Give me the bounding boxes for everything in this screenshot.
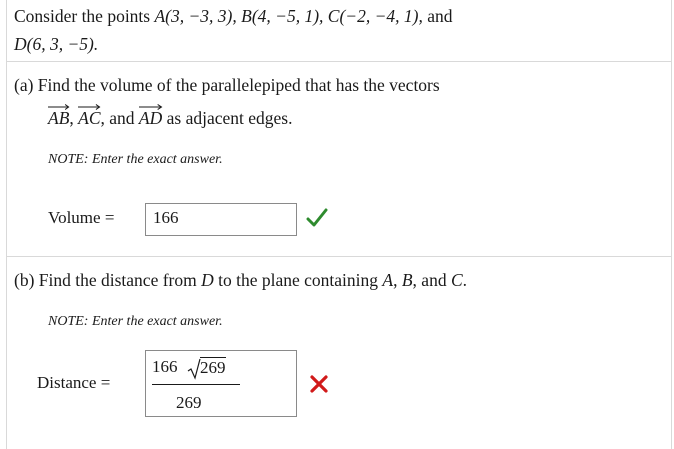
problem-statement-line-1 (14, 6, 453, 27)
vector-ab: AB (48, 108, 69, 129)
part-b-question: (b) Find the distance from D to the plane containing A, B, and C. (14, 270, 468, 290)
distance-denominator: 269 (176, 393, 202, 412)
vector-arrow-icon (48, 104, 69, 110)
point-a: A(3, −3, 3), (154, 6, 242, 26)
problem-intro-text: Consider the points (14, 6, 155, 26)
sqrt-icon (187, 358, 201, 380)
volume-answer-value: 166 (153, 208, 179, 227)
point-b: B(4, −5, 1), (241, 6, 328, 26)
vector-separator: , (69, 108, 79, 128)
distance-label: Distance = (37, 373, 111, 392)
part-a-question: (a) Find the volume of the parallelepiped that has the vectors (14, 75, 440, 95)
distance-answer-input[interactable] (145, 350, 297, 417)
part-a-note: NOTE: Enter the exact answer. (48, 152, 223, 167)
vector-ad: AD (139, 108, 162, 129)
incorrect-x-icon (309, 374, 329, 394)
correct-check-icon (306, 207, 328, 229)
part-b-note: NOTE: Enter the exact answer. (48, 314, 223, 329)
distance-numerator (152, 357, 240, 381)
section-divider (6, 256, 672, 257)
point-c: C(−2, −4, 1), (327, 6, 423, 26)
volume-answer-input[interactable] (145, 203, 297, 236)
numerator-coefficient: 166 (152, 357, 178, 376)
part-a-tail-text: as adjacent edges. (162, 108, 293, 128)
vector-separator: , and (100, 108, 139, 128)
problem-statement-line-2 (14, 34, 98, 55)
point-a-ref: A (382, 270, 394, 290)
vector-arrow-icon (139, 104, 162, 110)
problem-and-text: and (422, 6, 453, 26)
part-a-vectors-line (48, 108, 292, 129)
point-c-ref: C (450, 270, 463, 290)
point-b-ref: B (401, 270, 413, 290)
vector-arrow-icon (78, 104, 100, 110)
fraction-bar (152, 384, 240, 385)
volume-label: Volume = (48, 208, 115, 227)
vector-ac: AC (78, 108, 100, 129)
point-d: D(6, 3, −5). (14, 34, 99, 54)
point-d-ref: D (201, 270, 214, 290)
sqrt-argument: 269 (200, 358, 226, 377)
